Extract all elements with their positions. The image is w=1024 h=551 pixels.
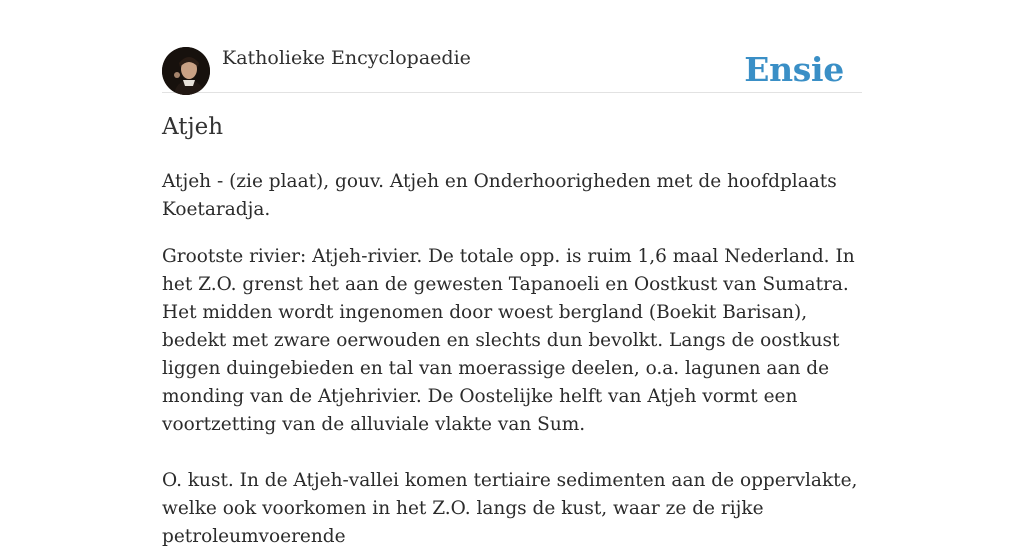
ensie-logo[interactable]: Ensie [744,50,844,89]
page-title: Atjeh [162,114,224,140]
article-page [162,0,862,547]
portrait-avatar-icon[interactable] [162,47,210,95]
article-lead: Atjeh - (zie plaat), gouv. Atjeh en Onderhoorigheden met de hoofdplaats Koetaradja. [162,171,837,220]
article-paragraph: O. kust. In de Atjeh-vallei komen tertiaire sedimenten aan de oppervlakte, welke ook voorkomen in het Z.O. langs de kust, waar ze de rijke petroleumvoerende [162,470,858,547]
portrait-image [162,47,210,95]
article-header [162,0,862,93]
article-paragraph: Grootste rivier: Atjeh-rivier. De totale opp. is ruim 1,6 maal Nederland. In het Z.O. grenst het aan de gewesten Tapanoeli en Oostkust van Sumatra. Het midden wordt ingenomen door woest bergland (Boekit Barisan), bedekt met zware oerwouden en slechts dun bevolkt. Langs de oostkust liggen duingebieden en tal van moerassige deelen, o.a. lagunen aan de monding van de Atjehrivier. De Oostelijke helft van Atjeh vormt een voortzetting van de alluviale vlakte van Sum. [162,246,855,435]
source-name[interactable]: Katholieke Encyclopaedie [222,47,471,69]
